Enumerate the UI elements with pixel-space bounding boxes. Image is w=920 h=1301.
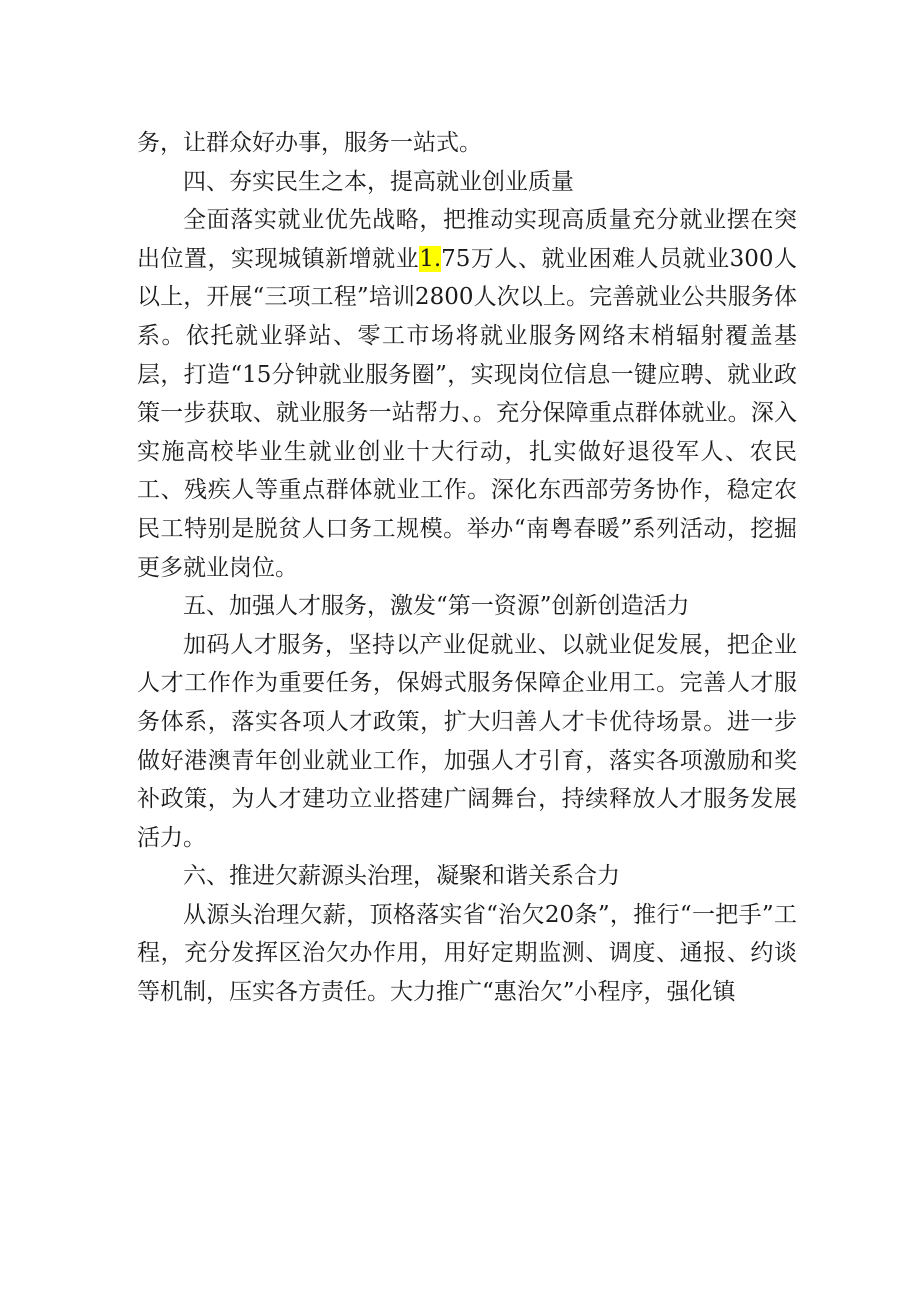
paragraph-employment (137, 201, 797, 587)
section-heading-6: 六、推进欠薪源头治理，凝聚和谐关系合力 (183, 863, 620, 890)
paragraph-employment-text-b: 75万人、就业困难人员就业300人以上，开展“三项工程”培训2800人次以上。完善就业公共服务体系。依托就业驿站、零工市场将就业服务网络末梢辐射覆盖基层，打造“15分钟就业服务圈”，实现岗位信息一键应聘、就业政策一步获取、就业服务一站帮力、。充分保障重点群体就业。深入实施高校毕业生就业创业十大行动，扎实做好退役军人、农民工、残疾人等重点群体就业工作。深化东西部劳务协作，稳定农民工特别是脱贫人口务工规模。举办“南粤春暖”系列活动，挖掘更多就业岗位。 (137, 245, 798, 581)
paragraph-continuation: 务，让群众好办事，服务一站式。 (137, 130, 482, 156)
document-body (137, 124, 797, 1012)
section-heading-5: 五、加强人才服务，激发“第一资源”创新创造活力 (183, 593, 690, 620)
paragraph-talent: 加码人才服务，坚持以产业促就业、以就业促发展，把企业人才工作作为重要任务，保姆式服务保障企业用工。完善人才服务体系，落实各项人才政策，扩大归善人才卡优待场景。进一步做好港澳青年创业就业工作，加强人才引育，落实各项激励和奖补政策，为人才建功立业搭建广阔舞台，持续释放人才服务发展活力。 (137, 631, 797, 851)
section-heading-4: 四、夯实民生之本，提高就业创业质量 (183, 168, 574, 195)
paragraph-employment-text-a: 全面落实就业优先战略，把推动实现高质量充分就业摆在突出位置，实现城镇新增就业 (137, 207, 797, 272)
highlighted-number: 1. (419, 245, 442, 272)
paragraph-wages: 从源头治理欠薪，顶格落实省“治欠20条”，推行“一把手”工程，充分发挥区治欠办作用，用好定期监测、调度、通报、约谈等机制，压实各方责任。大力推广“惠治欠”小程序，强化镇 (137, 901, 797, 1006)
